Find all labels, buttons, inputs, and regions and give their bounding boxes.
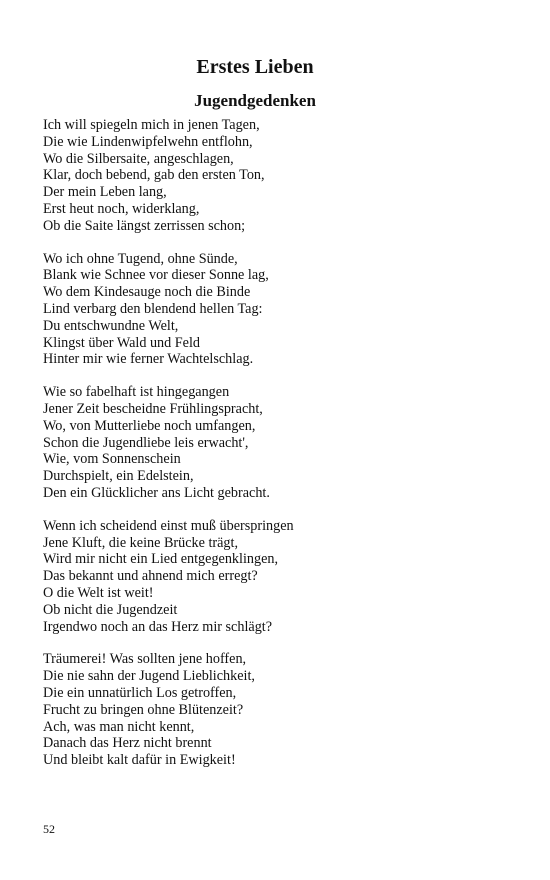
verse-line: Jene Kluft, die keine Brücke trägt,: [43, 534, 239, 551]
verse-line: Die ein unnatürlich Los getroffen,: [43, 684, 237, 701]
verse-line: Jener Zeit bescheidne Frühlingspracht,: [43, 400, 263, 417]
verse-line: Frucht zu bringen ohne Blütenzeit?: [43, 701, 244, 718]
verse-line: Wird mir nicht ein Lied entgegenklingen,: [43, 551, 279, 568]
poem-body: [43, 117, 503, 785]
verse-line: Die nie sahn der Jugend Lieblichkeit,: [43, 668, 255, 685]
verse-line: Irgendwo noch an das Herz mir schlägt?: [43, 618, 273, 635]
stanza-4: [43, 518, 503, 636]
verse-line: Klar, doch bebend, gab den ersten Ton,: [43, 167, 265, 184]
poem-title: Erstes Lieben: [196, 56, 314, 78]
verse-line: Ach, was man nicht kennt,: [43, 718, 195, 735]
verse-line: O die Welt ist weit!: [43, 584, 154, 601]
verse-line: Klingst über Wald und Feld: [43, 334, 201, 351]
verse-line: Ich will spiegeln mich in jenen Tagen,: [43, 117, 260, 133]
verse-line: Das bekannt und ahnend mich erregt?: [43, 568, 258, 585]
page-number: 52: [43, 822, 55, 836]
verse-line: Ob nicht die Jugendzeit: [43, 601, 178, 618]
verse-line: Blank wie Schnee vor dieser Sonne lag,: [43, 267, 269, 284]
verse-line: Hinter mir wie ferner Wachtelschlag.: [43, 351, 254, 368]
stanza-1: [43, 117, 503, 235]
verse-line: Wenn ich scheidend einst muß überspringen: [43, 517, 294, 534]
verse-line: Der mein Leben lang,: [43, 184, 167, 201]
stanza-5: [43, 651, 503, 769]
verse-line: Den ein Glücklicher ans Licht gebracht.: [43, 484, 270, 501]
stanza-2: [43, 251, 503, 369]
verse-line: Wo die Silbersaite, angeschlagen,: [43, 150, 234, 167]
verse-line: Danach das Herz nicht brennt: [43, 735, 212, 752]
verse-line: Schon die Jugendliebe leis erwacht',: [43, 434, 249, 451]
verse-line: Erst heut noch, widerklang,: [43, 200, 200, 217]
verse-line: Wie, vom Sonnenschein: [43, 451, 181, 468]
verse-line: Du entschwundne Welt,: [43, 317, 179, 334]
verse-line: Träumerei! Was sollten jene hoffen,: [43, 651, 247, 668]
verse-line: Und bleibt kalt dafür in Ewigkeit!: [43, 752, 236, 769]
poem-subtitle: Jugendgedenken: [194, 91, 316, 110]
verse-line: Wo ich ohne Tugend, ohne Sünde,: [43, 250, 238, 267]
verse-line: Ob die Saite längst zerrissen schon;: [43, 217, 246, 234]
stanza-3: [43, 384, 503, 502]
verse-line: Durchspielt, ein Edelstein,: [43, 468, 194, 485]
verse-line: Wo, von Mutterliebe noch umfangen,: [43, 417, 256, 434]
verse-line: Lind verbarg den blendend hellen Tag:: [43, 300, 263, 317]
verse-line: Wie so fabelhaft ist hingegangen: [43, 384, 230, 401]
verse-line: Die wie Lindenwipfelwehn entflohn,: [43, 133, 253, 150]
verse-line: Wo dem Kindesauge noch die Binde: [43, 284, 251, 301]
